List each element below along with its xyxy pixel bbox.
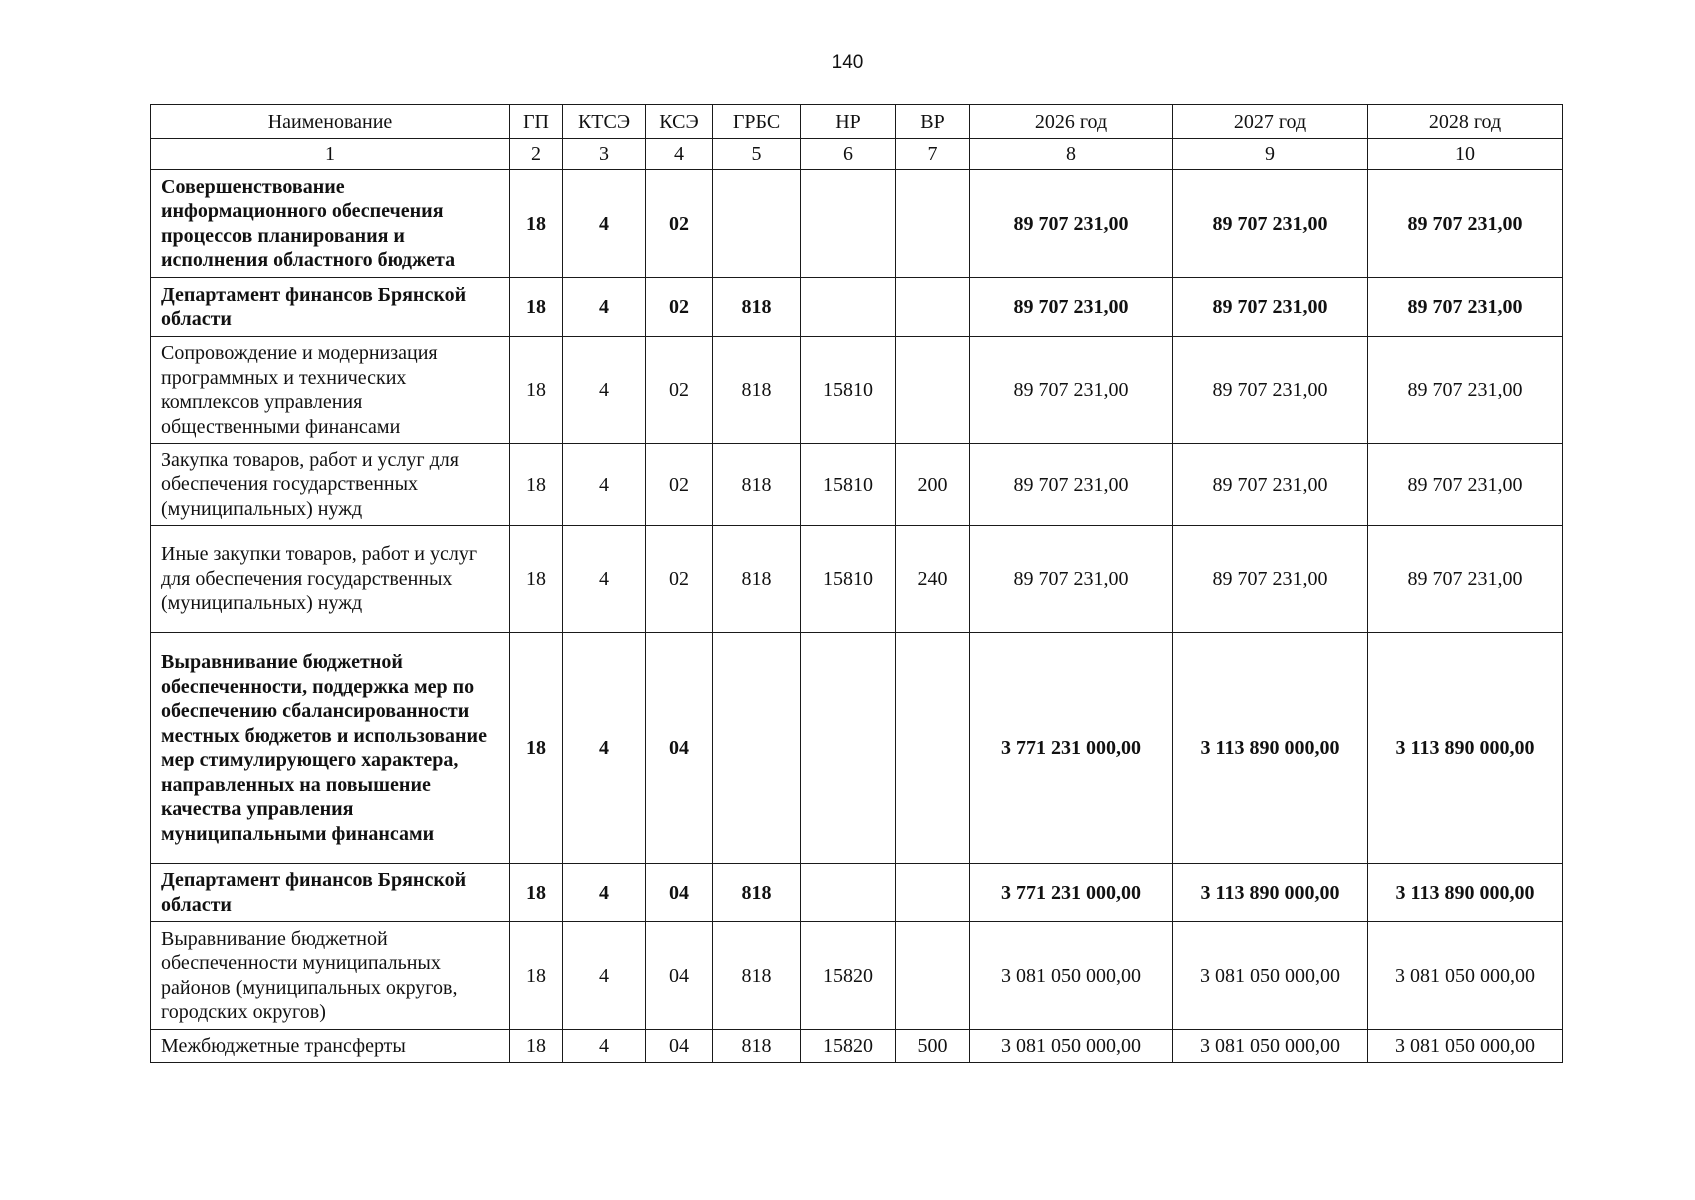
- cell-grbs: 818: [713, 922, 801, 1030]
- cell-kse: 02: [646, 278, 713, 337]
- cell-nr: 15820: [801, 1030, 896, 1063]
- header-cell-nr: НР: [801, 105, 896, 139]
- page-number: 140: [831, 52, 864, 73]
- cell-2026: 89 707 231,00: [970, 170, 1173, 278]
- column-number: 2: [510, 139, 563, 170]
- cell-2027: 89 707 231,00: [1173, 444, 1368, 526]
- row-name: Департамент финансов Брянской области: [151, 864, 510, 922]
- column-number-row: [151, 139, 1563, 170]
- cell-grbs: 818: [713, 526, 801, 633]
- cell-kse: 04: [646, 1030, 713, 1063]
- cell-nr: 15810: [801, 526, 896, 633]
- cell-2027: 89 707 231,00: [1173, 170, 1368, 278]
- header-cell-name: Наименование: [151, 105, 510, 139]
- column-number: 5: [713, 139, 801, 170]
- header-cell-vr: ВР: [896, 105, 970, 139]
- cell-vr: [896, 170, 970, 278]
- header-cell-2027: 2027 год: [1173, 105, 1368, 139]
- cell-gp: 18: [510, 864, 563, 922]
- table-row: [151, 526, 1563, 633]
- cell-ktse: 4: [563, 278, 646, 337]
- cell-ktse: 4: [563, 170, 646, 278]
- cell-gp: 18: [510, 337, 563, 444]
- header-cell-2028: 2028 год: [1368, 105, 1563, 139]
- budget-table: [150, 104, 1563, 1063]
- table-row: [151, 278, 1563, 337]
- table-row: [151, 170, 1563, 278]
- cell-2028: 3 113 890 000,00: [1368, 633, 1563, 864]
- row-name: Выравнивание бюджетной обеспеченности, поддержка мер по обеспечению сбалансированности местных бюджетов и использование мер стимулирующего характера, направленных на повышение качества управления муниципальными финансами: [151, 633, 510, 864]
- cell-ktse: 4: [563, 864, 646, 922]
- cell-vr: [896, 337, 970, 444]
- cell-gp: 18: [510, 1030, 563, 1063]
- cell-2026: 89 707 231,00: [970, 337, 1173, 444]
- cell-vr: 500: [896, 1030, 970, 1063]
- cell-2028: 89 707 231,00: [1368, 278, 1563, 337]
- cell-grbs: [713, 633, 801, 864]
- row-name: Иные закупки товаров, работ и услуг для обеспечения государственных (муниципальных) нужд: [151, 526, 510, 633]
- column-number: 4: [646, 139, 713, 170]
- cell-2027: 3 081 050 000,00: [1173, 922, 1368, 1030]
- cell-2027: 3 113 890 000,00: [1173, 633, 1368, 864]
- cell-vr: [896, 922, 970, 1030]
- header-cell-kse: КСЭ: [646, 105, 713, 139]
- cell-ktse: 4: [563, 337, 646, 444]
- cell-vr: 240: [896, 526, 970, 633]
- cell-vr: 200: [896, 444, 970, 526]
- cell-2026: 89 707 231,00: [970, 526, 1173, 633]
- table-body: [151, 170, 1563, 1063]
- row-name: Межбюджетные трансферты: [151, 1030, 510, 1063]
- cell-2027: 89 707 231,00: [1173, 337, 1368, 444]
- column-number: 9: [1173, 139, 1368, 170]
- cell-nr: [801, 278, 896, 337]
- row-name: Сопровождение и модернизация программных и технических комплексов управления общественными финансами: [151, 337, 510, 444]
- cell-kse: 02: [646, 526, 713, 633]
- cell-kse: 04: [646, 922, 713, 1030]
- cell-nr: [801, 864, 896, 922]
- cell-2028: 3 081 050 000,00: [1368, 922, 1563, 1030]
- cell-2028: 89 707 231,00: [1368, 526, 1563, 633]
- cell-vr: [896, 864, 970, 922]
- column-number: 7: [896, 139, 970, 170]
- cell-grbs: 818: [713, 444, 801, 526]
- cell-2026: 3 771 231 000,00: [970, 633, 1173, 864]
- cell-nr: 15810: [801, 444, 896, 526]
- column-number: 3: [563, 139, 646, 170]
- cell-ktse: 4: [563, 922, 646, 1030]
- row-name: Выравнивание бюджетной обеспеченности муниципальных районов (муниципальных округов, городских округов): [151, 922, 510, 1030]
- cell-grbs: [713, 170, 801, 278]
- table-row: [151, 444, 1563, 526]
- cell-grbs: 818: [713, 864, 801, 922]
- cell-ktse: 4: [563, 526, 646, 633]
- column-number: 10: [1368, 139, 1563, 170]
- cell-2026: 3 081 050 000,00: [970, 1030, 1173, 1063]
- table-row: [151, 337, 1563, 444]
- cell-nr: [801, 633, 896, 864]
- cell-ktse: 4: [563, 633, 646, 864]
- cell-2027: 89 707 231,00: [1173, 278, 1368, 337]
- header-cell-grbs: ГРБС: [713, 105, 801, 139]
- cell-nr: 15820: [801, 922, 896, 1030]
- table-row: [151, 633, 1563, 864]
- column-number: 8: [970, 139, 1173, 170]
- cell-2026: 3 081 050 000,00: [970, 922, 1173, 1030]
- cell-2026: 3 771 231 000,00: [970, 864, 1173, 922]
- cell-2028: 3 113 890 000,00: [1368, 864, 1563, 922]
- cell-kse: 02: [646, 170, 713, 278]
- cell-2026: 89 707 231,00: [970, 444, 1173, 526]
- row-name: Департамент финансов Брянской области: [151, 278, 510, 337]
- cell-nr: [801, 170, 896, 278]
- cell-gp: 18: [510, 444, 563, 526]
- header-cell-2026: 2026 год: [970, 105, 1173, 139]
- cell-gp: 18: [510, 170, 563, 278]
- cell-gp: 18: [510, 526, 563, 633]
- cell-2027: 3 113 890 000,00: [1173, 864, 1368, 922]
- cell-gp: 18: [510, 922, 563, 1030]
- cell-kse: 04: [646, 864, 713, 922]
- cell-2028: 3 081 050 000,00: [1368, 1030, 1563, 1063]
- cell-ktse: 4: [563, 444, 646, 526]
- header-cell-ktse: КТСЭ: [563, 105, 646, 139]
- cell-vr: [896, 633, 970, 864]
- cell-gp: 18: [510, 278, 563, 337]
- header-cell-gp: ГП: [510, 105, 563, 139]
- table-row: [151, 864, 1563, 922]
- cell-2027: 3 081 050 000,00: [1173, 1030, 1368, 1063]
- cell-kse: 02: [646, 337, 713, 444]
- cell-2028: 89 707 231,00: [1368, 444, 1563, 526]
- cell-vr: [896, 278, 970, 337]
- cell-2027: 89 707 231,00: [1173, 526, 1368, 633]
- table-row: [151, 922, 1563, 1030]
- cell-2028: 89 707 231,00: [1368, 337, 1563, 444]
- header-row: [151, 105, 1563, 139]
- row-name: Закупка товаров, работ и услуг для обеспечения государственных (муниципальных) нужд: [151, 444, 510, 526]
- cell-2028: 89 707 231,00: [1368, 170, 1563, 278]
- table-row: [151, 1030, 1563, 1063]
- cell-2026: 89 707 231,00: [970, 278, 1173, 337]
- cell-grbs: 818: [713, 278, 801, 337]
- cell-kse: 04: [646, 633, 713, 864]
- cell-grbs: 818: [713, 337, 801, 444]
- cell-ktse: 4: [563, 1030, 646, 1063]
- cell-kse: 02: [646, 444, 713, 526]
- table-header: [151, 105, 1563, 170]
- cell-nr: 15810: [801, 337, 896, 444]
- column-number: 6: [801, 139, 896, 170]
- row-name: Совершенствование информационного обеспечения процессов планирования и исполнения областного бюджета: [151, 170, 510, 278]
- cell-gp: 18: [510, 633, 563, 864]
- column-number: 1: [151, 139, 510, 170]
- cell-grbs: 818: [713, 1030, 801, 1063]
